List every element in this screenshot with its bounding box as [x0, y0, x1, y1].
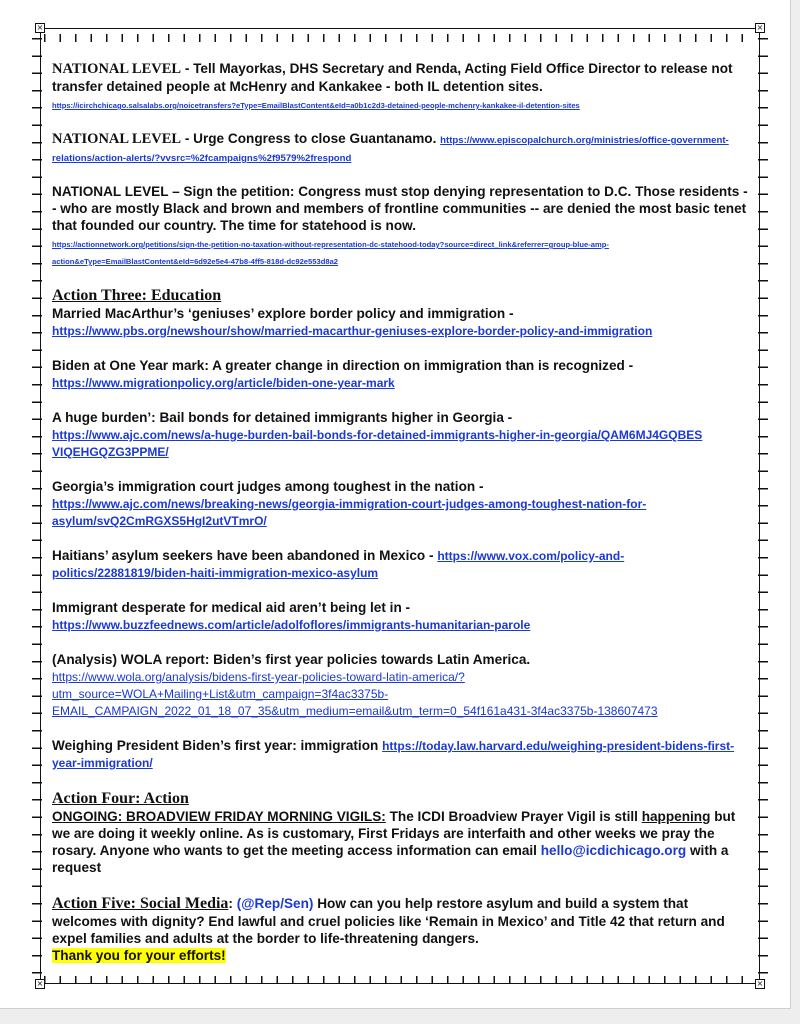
action-four-section — [52, 789, 752, 876]
item-link[interactable]: https://www.pbs.org/newshour/show/married-macarthur-geniuses-explore-border-policy-and-immigration — [52, 324, 653, 338]
rep-tag: (@Rep/Sen) — [236, 896, 314, 911]
national-link[interactable]: https://icirchchicago.salsalabs.org/noicetransfers?eType=EmailBlastContent&eId=a0b1c2d3-detained-people-mchenry-kankakee-il-detention-sites — [52, 101, 580, 110]
national-item-1 — [52, 60, 752, 112]
national-label: NATIONAL LEVEL — [52, 131, 182, 147]
item-link[interactable]: https://www.buzzfeednews.com/article/adolfoflores/immigrants-humanitarian-parole — [52, 618, 531, 632]
vigil-happening: happening — [641, 809, 711, 824]
national-label: NATIONAL LEVEL — [52, 61, 182, 77]
vigil-text: but we are doing it weekly online. As is customary, First Fridays are interfaith and other weeks we pray the rosary. Anyone who wants to get the meeting access information can email — [52, 809, 736, 858]
action-five-section — [52, 894, 752, 964]
list-item — [52, 547, 752, 581]
list-item — [52, 409, 752, 460]
section-heading: Action Five: Social Media — [52, 895, 229, 912]
corner-mark-icon: × — [36, 23, 44, 32]
list-item — [52, 478, 752, 529]
thanks-highlight: Thank you for your efforts! — [52, 948, 226, 963]
corner-mark-icon: × — [756, 979, 764, 988]
document-body — [52, 60, 752, 964]
vigil-text: The ICDI Broadview Prayer Vigil is still — [385, 809, 642, 824]
item-link[interactable]: https://www.vox.com/policy-and-politics/22881819/biden-haiti-immigration-mexico-asylum — [52, 549, 625, 580]
item-text: Immigrant desperate for medical aid aren’t being let in - — [52, 600, 411, 615]
education-section — [52, 286, 752, 771]
item-link[interactable]: https://www.migrationpolicy.org/article/biden-one-year-mark — [52, 376, 395, 390]
vigil-text: with a request — [52, 843, 729, 875]
item-text: Georgia’s immigration court judges among toughest in the nation - — [52, 479, 484, 494]
social-text: How can you help restore asylum and build a system that welcomes with dignity? End lawful and cruel policies like ‘Remain in Mexico’ and Title 42 that return and expel families and adults at the border to life-threatening dangers. — [52, 896, 725, 946]
national-link[interactable]: https://www.episcopalchurch.org/ministries/office-government-relations/action-alerts/?vvsrc=%2fcampaigns%2f9579%2frespond — [52, 135, 729, 164]
list-item — [52, 651, 752, 719]
vigil-lead: ONGOING: BROADVIEW FRIDAY MORNING VIGILS: — [52, 809, 386, 824]
national-text: NATIONAL LEVEL – Sign the petition: Congress must stop denying representation to D.C. Those residents -- who are mostly Black and brown and members of frontline communities -- are denied the most basic tenet that founded our country. The time for statehood is now. — [52, 184, 748, 233]
item-text: A huge burden’: Bail bonds for detained immigrants higher in Georgia - — [52, 410, 513, 425]
item-text: (Analysis) WOLA report: Biden’s first year policies towards Latin America. — [52, 652, 531, 667]
list-item — [52, 737, 752, 771]
item-link[interactable]: https://www.ajc.com/news/a-huge-burden-bail-bonds-for-detained-immigrants-higher-in-georgia/QAM6MJ4GQBES VIQEHGQZG3PPME/ — [52, 428, 703, 459]
national-text: - Urge Congress to close Guantanamo. — [181, 131, 441, 146]
item-text: Weighing President Biden’s first year: immigration — [52, 738, 383, 753]
national-item-3 — [52, 183, 752, 268]
item-link[interactable]: https://www.wola.org/analysis/bidens-first-year-policies-toward-latin-america/?utm_source=WOLA+Mailing+List&utm_campaign=3f4ac3375b-EMAIL_CAMPAIGN_2022_01_18_07_35&utm_medium=email&utm_term=0_54f161a431-3f4ac3375b-138607473 — [52, 670, 658, 718]
national-link[interactable]: https://actionnetwork.org/petitions/sign-the-petition-no-taxation-without-representation-dc-statehood-today?source=direct_link&referrer=group-blue-amp-action&eType=EmailBlastContent&eId=6d92e5e4-47b8-4ff5-818d-dc92e553d8a2 — [52, 240, 609, 266]
heading-colon: : — [228, 896, 237, 911]
item-text: Married MacArthur’s ‘geniuses’ explore border policy and immigration - — [52, 306, 514, 321]
national-text: - Tell Mayorkas, DHS Secretary and Renda, Acting Field Office Director to release not transfer detained people at McHenry and Kankakee - both IL detention sites. — [52, 61, 733, 94]
corner-mark-icon: × — [756, 23, 764, 32]
item-link[interactable]: https://www.ajc.com/news/breaking-news/georgia-immigration-court-judges-among-toughest-nation-for-asylum/svQ2CmRGXS5HgI2utVTmrO/ — [52, 497, 647, 528]
section-heading: Action Three: Education — [52, 287, 222, 304]
corner-mark-icon: × — [36, 979, 44, 988]
section-heading: Action Four: Action — [52, 790, 189, 807]
item-link[interactable]: https://today.law.harvard.edu/weighing-president-bidens-first-year-immigration/ — [52, 739, 735, 770]
list-item — [52, 357, 752, 391]
list-item — [52, 305, 752, 339]
national-item-2 — [52, 130, 752, 165]
email-link[interactable]: hello@icdichicago.org — [540, 843, 687, 858]
item-text: Haitians’ asylum seekers have been abandoned in Mexico - — [52, 548, 438, 563]
item-text: Biden at One Year mark: A greater change in direction on immigration than is recognized - — [52, 358, 634, 373]
list-item — [52, 599, 752, 633]
